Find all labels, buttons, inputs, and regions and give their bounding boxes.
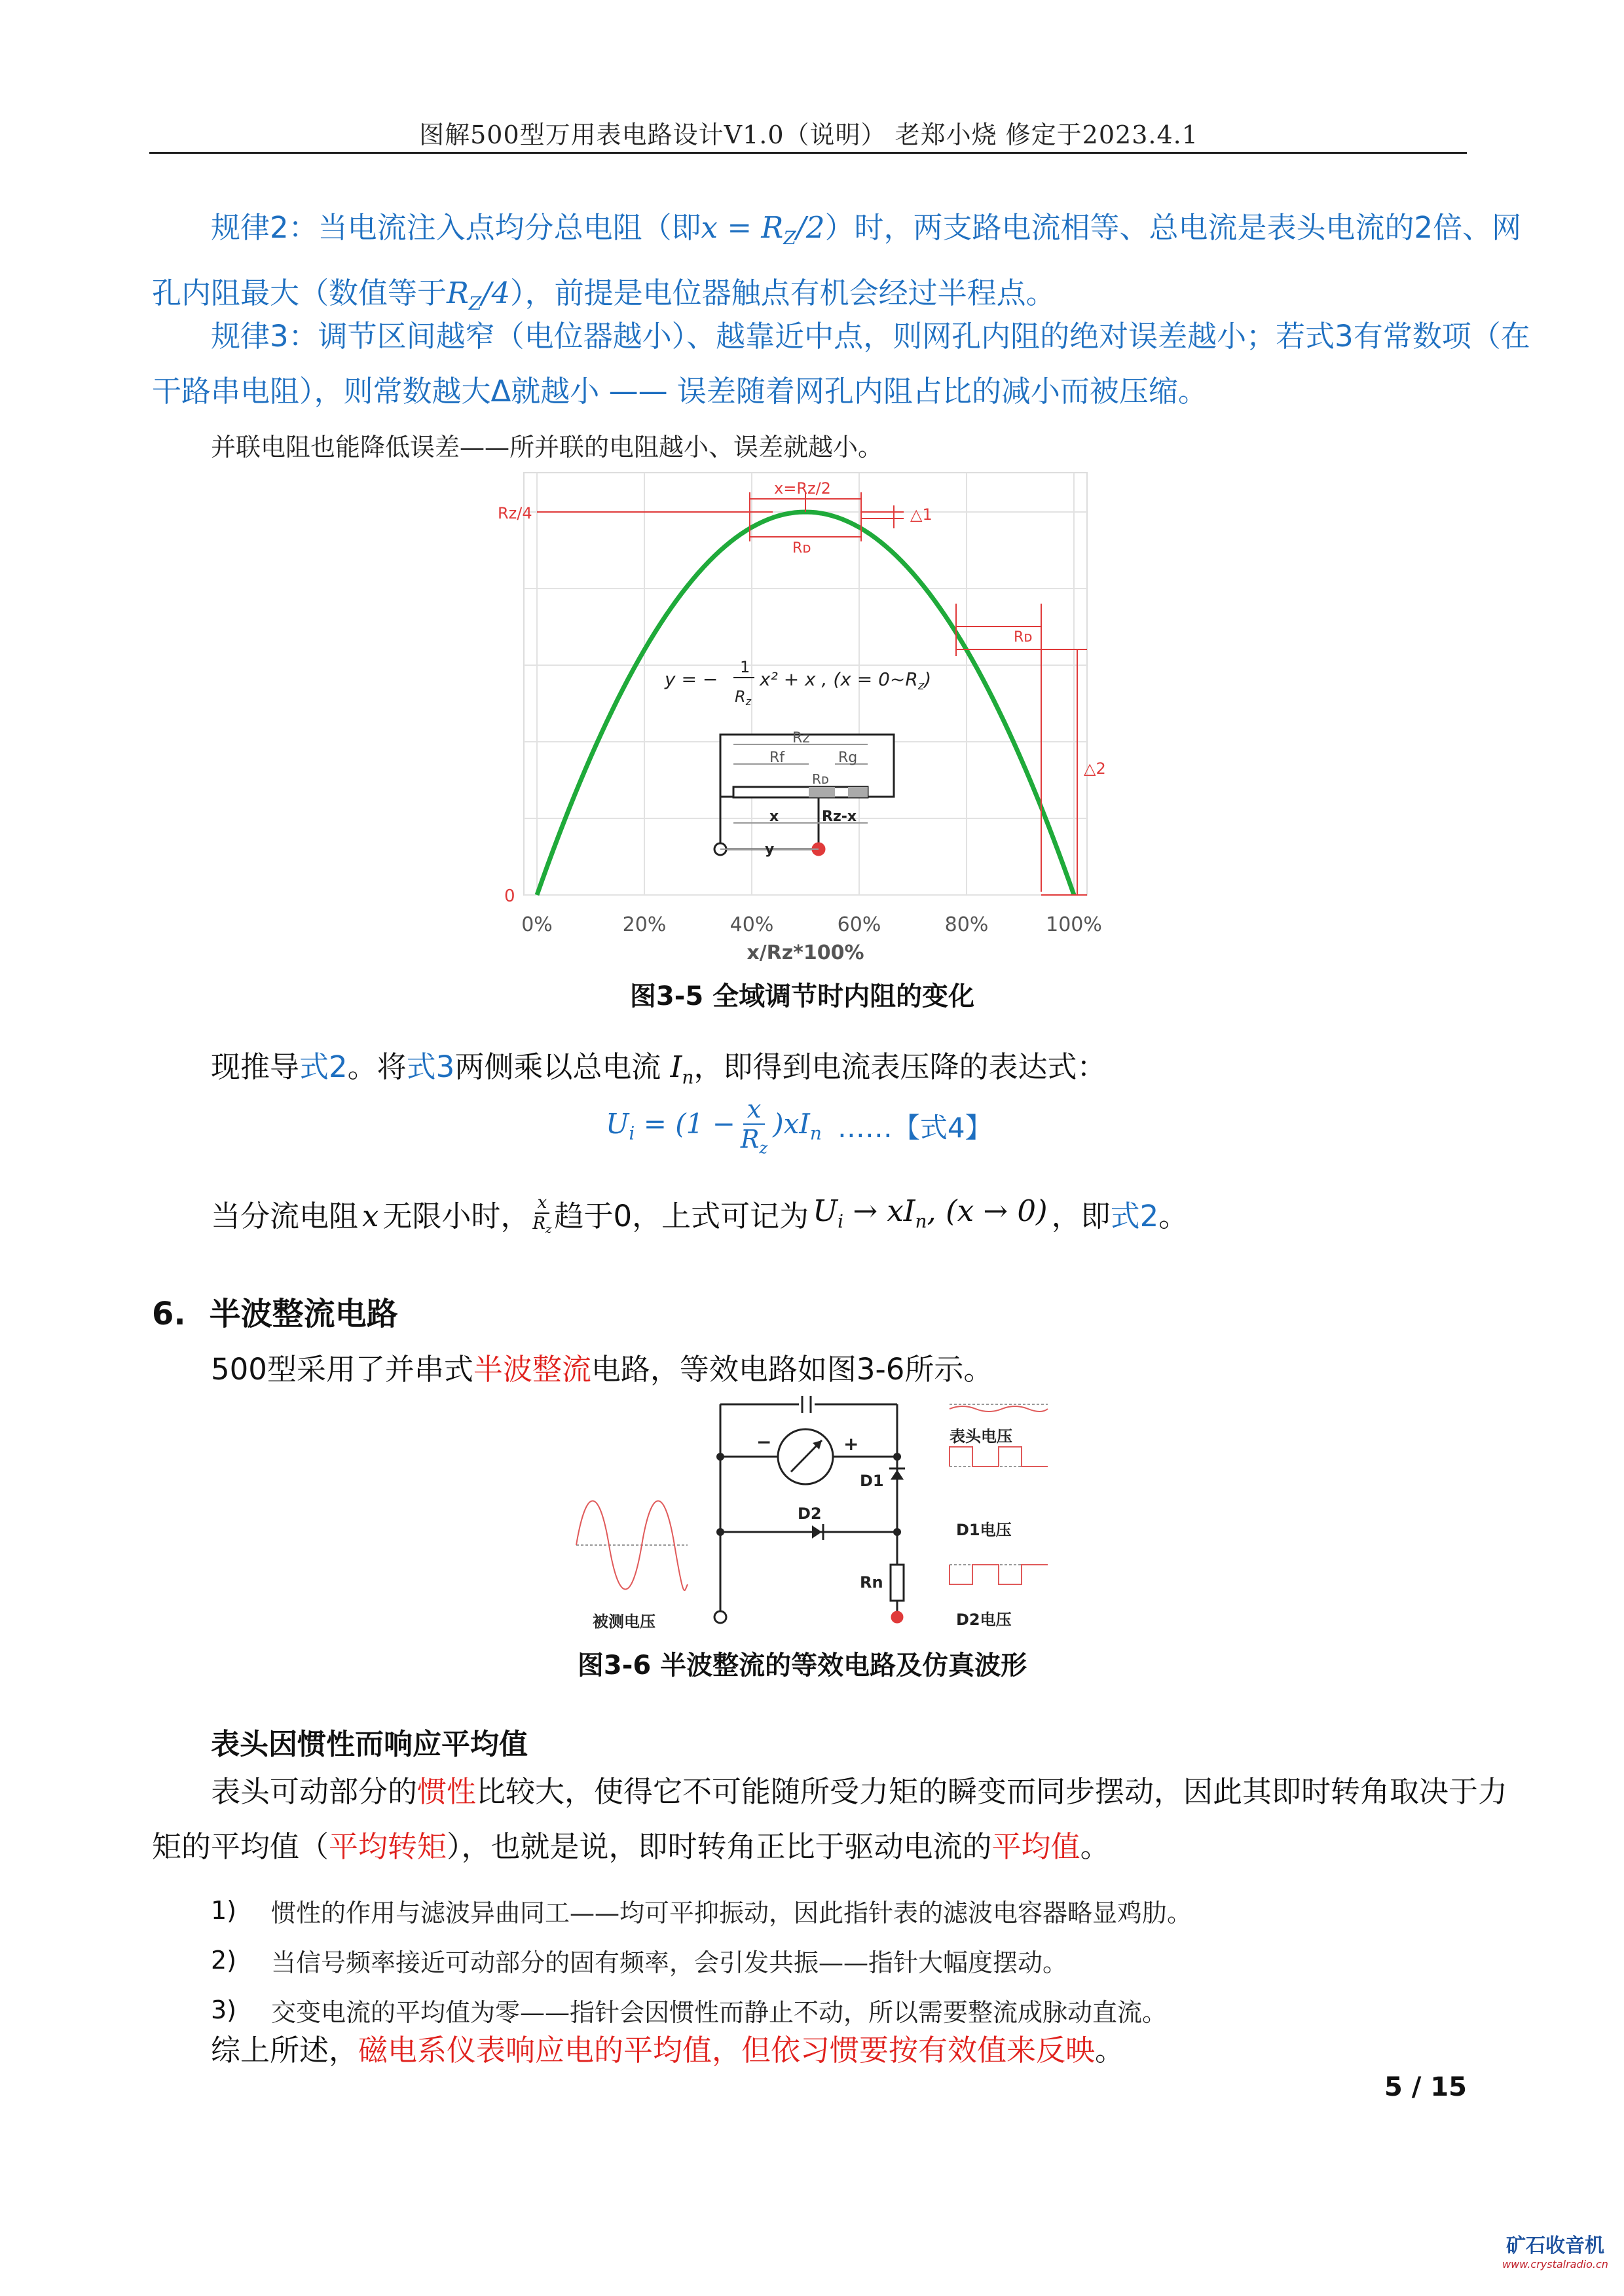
math-frac: x $R_z$ xyxy=(532,1193,552,1237)
chart-series-line xyxy=(537,512,1074,895)
x-tick-label: 40% xyxy=(729,913,774,936)
x-axis-label: x/Rz*100% xyxy=(747,941,864,964)
label-input-voltage: 被测电压 xyxy=(593,1613,655,1630)
page-number: 5 / 15 xyxy=(1384,2072,1467,2102)
meter-plus: + xyxy=(843,1433,859,1455)
rule2-math-2: $R_Z/4$ xyxy=(447,276,511,314)
diode-d1 xyxy=(891,1470,904,1480)
annotation-rd-top: Rᴅ xyxy=(792,540,811,556)
limit-text-d: ，即 xyxy=(1051,1199,1111,1233)
label-d1-voltage: D1电压 xyxy=(956,1521,1012,1539)
terminal-positive xyxy=(891,1611,903,1623)
terminal-negative xyxy=(714,1611,726,1623)
rule3-line-1: 规律3：调节区间越窄（电位器越小）、越靠近中点，则网孔内阻的绝对误差越小；若式3有常数项（在 xyxy=(211,319,1530,354)
limit-text-e: 。 xyxy=(1158,1199,1189,1233)
x-tick-label: 60% xyxy=(837,913,881,936)
watermark-name: 矿石收音机 xyxy=(1506,2234,1604,2257)
limit-paragraph: 当分流电阻 x 无限小时， x $R_z$ 趋于0，上式可记为 $U_i \to xI_n$, (x → 0) ，即 式2 。 xyxy=(211,1184,1188,1249)
annotation-delta2: △2 xyxy=(1084,759,1106,778)
derive-text-a: 现推导 xyxy=(211,1049,300,1084)
rule3-line-2: 干路串电阻），则常数越大Δ就越小 —— 误差随着网孔内阻占比的减小而被压缩。 xyxy=(152,374,1208,409)
x-tick-label: 100% xyxy=(1046,913,1102,936)
section-6-intro: 500型采用了并串式半波整流电路，等效电路如图3-6所示。 xyxy=(211,1352,993,1387)
parallel-resistor-note: 并联电阻也能降低误差——所并联的电阻越小、误差就越小。 xyxy=(211,433,883,462)
highlight-avg-value: 平均值 xyxy=(991,1829,1080,1864)
chart-inset-schematic xyxy=(714,735,894,855)
meter-minus: − xyxy=(756,1431,772,1453)
label-meter-voltage: 表头电压 xyxy=(950,1427,1012,1446)
x-tick-label: 80% xyxy=(944,913,989,936)
inertia-list xyxy=(211,1886,1192,2035)
derive-text-b: 。将 xyxy=(347,1049,407,1084)
figure-3-6-caption: 图3-6 半波整流的等效电路及仿真波形 xyxy=(577,1650,1027,1681)
highlight-avg-torque: 平均转矩 xyxy=(329,1829,447,1864)
y-tick-0: 0 xyxy=(504,886,515,906)
svg-text:Rz: $R_z$ xyxy=(735,687,752,708)
resistor-rn xyxy=(891,1565,904,1601)
label-d2-voltage: D2电压 xyxy=(956,1611,1012,1629)
label-d2: D2 xyxy=(798,1504,822,1523)
link-eq2-b[interactable]: 式2 xyxy=(1110,1199,1159,1233)
section-6-heading xyxy=(152,1288,398,1334)
annotation-rd-right: Rᴅ xyxy=(1014,629,1033,646)
diode-d2 xyxy=(812,1525,822,1539)
math-in: $I_n$ xyxy=(661,1049,694,1088)
x-tick-label: 0% xyxy=(521,913,553,936)
header-rule xyxy=(149,152,1467,154)
rule2-text-1: 规律2：当电流注入点均分总电阻（即 xyxy=(211,210,701,245)
limit-text-a: 当分流电阻 xyxy=(211,1199,359,1233)
svg-text:y = −: y = − xyxy=(665,668,718,690)
highlight-inertia: 惯性 xyxy=(417,1774,477,1809)
svg-text:1: 1 xyxy=(740,658,750,676)
input-voltage-waveform xyxy=(576,1501,688,1591)
figure-3-5-caption: 图3-5 全域调节时内阻的变化 xyxy=(629,981,975,1011)
watermark-url: www.crystalradio.cn xyxy=(1502,2258,1608,2270)
inertia-heading: 表头因惯性而响应平均值 xyxy=(211,1728,528,1761)
annotation-delta1: △1 xyxy=(910,505,932,524)
highlight-half-wave: 半波整流 xyxy=(473,1352,591,1387)
figure-3-6-circuit xyxy=(570,1394,1067,1630)
limit-text-b: 无限小时， xyxy=(382,1199,530,1233)
rule2-text-3: 孔内阻最大（数值等于 xyxy=(152,276,447,310)
eq4-label: ……【式4】 xyxy=(837,1111,993,1144)
running-header: 图解500型万用表电路设计V1.0（说明） 老郑小烧 修定于2023.4.1 xyxy=(419,120,1198,149)
y-tick-rz4: Rz/4 xyxy=(498,504,532,522)
inertia-paragraph: 表头可动部分的惯性比较大，使得它不可能随所受力矩的瞬变而同步摆动，因此其即时转角取决于力 矩的平均值（平均转矩），也就是说，即时转角正比于驱动电流的平均值。 xyxy=(152,1774,1508,1864)
list-item: 1) 惯性的作用与滤波异曲同工——均可平抑振动，因此指针表的滤波电容器略显鸡肋。 xyxy=(211,1896,1192,1927)
rule2-text-4: ），前提是电位器触点有机会经过半程点。 xyxy=(510,276,1056,310)
equation-4: $U_i = (1$ − $\frac{x}{R_z}$ )$xI_n$ ……【式4】 xyxy=(606,1095,993,1157)
derive-text-d: ，即得到电流表压降的表达式： xyxy=(693,1049,1107,1084)
list-item: 3) 交变电流 的平均值为零——指针会因惯性而静止不动，所以需要整流成脉动直流。 xyxy=(211,1985,1192,2035)
inset-label-y: y xyxy=(765,841,775,858)
inset-label-rd: Rᴅ xyxy=(812,771,829,787)
rule2-text-2: ）时，两支路电流相等、总电流是表头电流的2倍、网 xyxy=(824,210,1522,245)
label-d1: D1 xyxy=(860,1472,884,1490)
derive-text-c: 两侧乘以总电流 xyxy=(454,1049,661,1084)
svg-text:x² + x , (x = 0~Rz): x² + x , $(x = 0\sim R_z)$ xyxy=(760,668,932,693)
inset-label-rz: Rz xyxy=(792,730,810,746)
rule3-paragraph xyxy=(152,309,1530,419)
figure-3-5-chart xyxy=(458,466,1146,977)
limit-text-c: 趋于0，上式可记为 xyxy=(554,1199,809,1233)
section-title: 半波整流电路 xyxy=(209,1296,398,1332)
annotation-x-rz2: x=Rz/2 xyxy=(774,479,831,498)
link-eq2[interactable]: 式2 xyxy=(299,1049,348,1084)
list-item: 2) 当信号频率接近可动部分的固有频率，会引发共振——指针大幅度摆动。 xyxy=(211,1946,1068,1977)
inset-label-rzx: Rz-x xyxy=(822,809,857,825)
chart-ticks xyxy=(521,913,1102,936)
link-eq3[interactable]: 式3 xyxy=(406,1049,455,1084)
highlight-summary: 磁电系仪表响应电的平均值，但依习惯要按有效值来反映 xyxy=(358,2033,1096,2068)
inset-label-x: x xyxy=(769,809,779,825)
highlight-ac: 交变电流 xyxy=(271,1997,371,2027)
inset-label-rf: Rf xyxy=(769,750,785,766)
inset-label-rg: Rg xyxy=(838,750,858,766)
watermark xyxy=(1500,2229,1611,2270)
summary-paragraph: 综上所述，磁电系仪表响应电的平均值，但依习惯要按有效值来反映。 xyxy=(211,2033,1125,2068)
rule2-math-1: $x = R_Z/2$ xyxy=(701,210,825,249)
label-rn: Rn xyxy=(860,1573,883,1592)
x-tick-label: 20% xyxy=(622,913,667,936)
section-number: 6. xyxy=(152,1296,186,1332)
